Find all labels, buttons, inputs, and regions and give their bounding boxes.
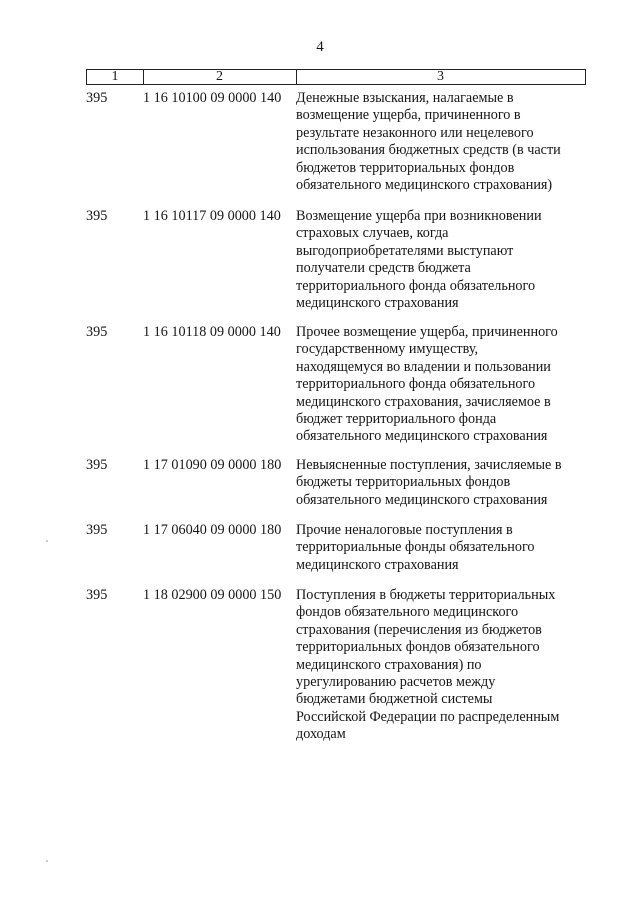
admin-code: 395 xyxy=(86,208,108,224)
description-line: Российской Федерации по распределенным xyxy=(296,708,560,725)
description-line: фондов обязательного медицинского xyxy=(296,604,519,621)
budget-classification-code: 1 17 01090 09 0000 180 xyxy=(143,457,282,473)
description-line: Прочие неналоговые поступления в xyxy=(296,522,513,538)
description-line: использования бюджетных средств (в части xyxy=(296,142,561,159)
description-line: медицинского страхования) по xyxy=(296,656,482,673)
budget-classification-code: 1 18 02900 09 0000 150 xyxy=(143,587,282,603)
description-line: обязательного медицинского страхования) xyxy=(296,177,553,194)
description-line: Денежные взыскания, налагаемые в xyxy=(296,90,514,106)
admin-code: 395 xyxy=(86,324,108,340)
budget-classification-code: 1 16 10100 09 0000 140 xyxy=(143,90,282,106)
revenue-description xyxy=(296,522,588,574)
description-line: государственному имуществу, xyxy=(296,341,479,358)
revenue-description xyxy=(296,324,588,446)
admin-code: 395 xyxy=(86,587,108,603)
budget-classification-code: 1 16 10118 09 0000 140 xyxy=(143,324,281,340)
page-number: 4 xyxy=(316,39,324,55)
revenue-description xyxy=(296,457,588,509)
description-line: страховых случаев, когда xyxy=(296,225,449,242)
revenue-description xyxy=(296,587,588,744)
description-line: результате незаконного или нецелевого xyxy=(296,124,534,141)
revenue-description xyxy=(296,208,588,312)
description-line: медицинского страхования xyxy=(296,556,459,573)
description-line: выгодоприобретателями выступают xyxy=(296,242,514,259)
description-line: Возмещение ущерба при возникновении xyxy=(296,208,542,224)
description-line: медицинского страхования xyxy=(296,295,459,312)
admin-code: 395 xyxy=(86,457,108,473)
description-line: возмещение ущерба, причиненного в xyxy=(296,107,521,124)
description-line: бюджеты территориальных фондов xyxy=(296,474,511,491)
description-line: Поступления в бюджеты территориальных xyxy=(296,587,556,603)
description-line: территориальные фонды обязательного xyxy=(296,539,535,556)
scan-speck xyxy=(46,540,48,542)
description-line: урегулированию расчетов между xyxy=(296,674,496,691)
scan-speck xyxy=(46,860,48,862)
description-line: получатели средств бюджета xyxy=(296,260,471,277)
description-line: бюджет территориального фонда xyxy=(296,411,497,428)
description-line: Невыясненные поступления, зачисляемые в xyxy=(296,457,562,473)
description-line: находящемуся во владении и пользовании xyxy=(296,358,551,375)
column-header-1: 1 xyxy=(87,70,144,84)
description-line: медицинского страхования, зачисляемое в xyxy=(296,393,551,410)
revenue-description xyxy=(296,90,588,194)
description-line: территориальных фондов обязательного xyxy=(296,639,540,656)
description-line: бюджетов территориальных фондов xyxy=(296,159,515,176)
column-header-2: 2 xyxy=(143,70,297,84)
description-line: доходам xyxy=(296,726,346,743)
budget-classification-code: 1 17 06040 09 0000 180 xyxy=(143,522,282,538)
table-header-row xyxy=(86,69,586,85)
description-line: Прочее возмещение ущерба, причиненного xyxy=(296,324,558,340)
description-line: страхования (перечисления из бюджетов xyxy=(296,621,542,638)
description-line: территориального фонда обязательного xyxy=(296,277,536,294)
admin-code: 395 xyxy=(86,522,108,538)
description-line: территориального фонда обязательного xyxy=(296,376,536,393)
description-line: обязательного медицинского страхования xyxy=(296,491,548,508)
budget-classification-code: 1 16 10117 09 0000 140 xyxy=(143,208,281,224)
column-header-3: 3 xyxy=(437,69,444,84)
admin-code: 395 xyxy=(86,90,108,106)
description-line: обязательного медицинского страхования xyxy=(296,428,548,445)
description-line: бюджетами бюджетной системы xyxy=(296,691,493,708)
